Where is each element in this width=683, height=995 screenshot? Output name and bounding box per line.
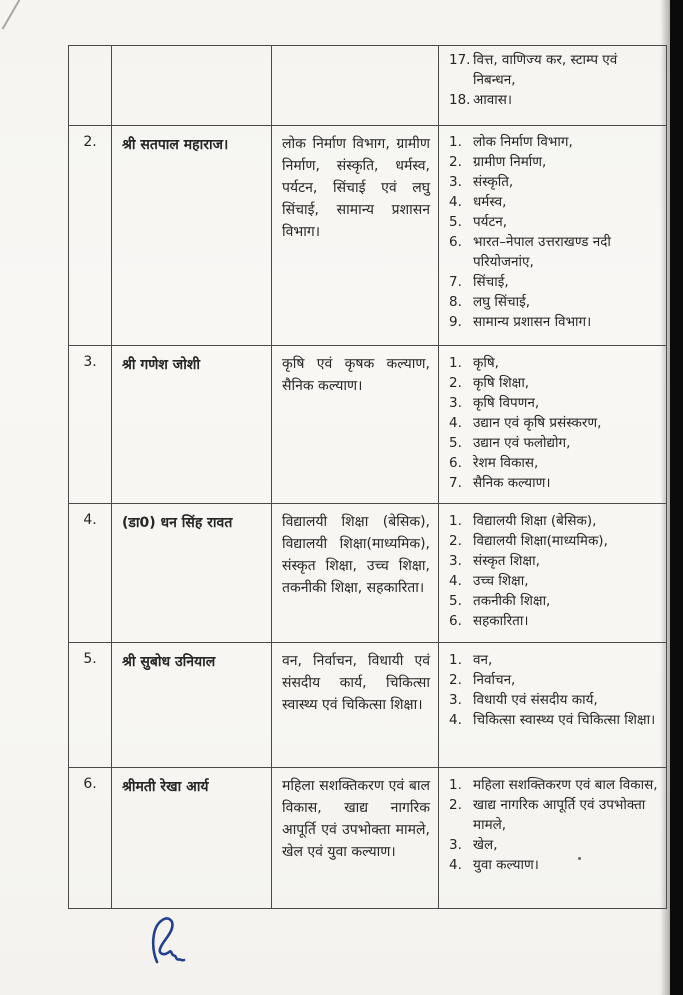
item-text: खाद्य नागरिक आपूर्ति एवं उपभोक्ता मामले,	[473, 797, 646, 833]
table-row	[69, 643, 667, 768]
departments-cell: विद्यालयी शिक्षा (बेसिक), विद्यालयी शिक्षा(माध्यमिक), संस्कृत शिक्षा, उच्च शिक्षा, तकनीकी शिक्षा, सहकारिता।	[272, 504, 439, 643]
item-text: उद्यान एवं कृषि प्रसंस्करण,	[473, 415, 602, 431]
serial-cell: 2.	[69, 126, 112, 346]
item-text: चिकित्सा स्वास्थ्य एवं चिकित्सा शिक्षा।	[473, 712, 656, 728]
allocation-item	[449, 511, 662, 531]
departments-cell: लोक निर्माण विभाग, ग्रामीण निर्माण, संस्कृति, धर्मस्व, पर्यटन, सिंचाई एवं लघु सिंचाई, सामान्य प्रशासन विभाग।	[272, 126, 439, 346]
serial-cell: 3.	[69, 346, 112, 504]
allocation-item	[449, 292, 662, 312]
item-number: 1.	[449, 777, 462, 793]
allocation-item	[449, 453, 662, 473]
item-number: 6.	[449, 613, 462, 629]
item-number: 5.	[449, 214, 462, 230]
item-number: 1.	[449, 355, 462, 371]
allocation-item	[449, 212, 662, 232]
item-number: 2.	[449, 375, 462, 391]
allocation-item	[449, 353, 662, 373]
item-number: 3.	[449, 837, 462, 853]
minister-name-cell: (डा0) धन सिंह रावत	[112, 504, 272, 643]
item-number: 7.	[449, 274, 462, 290]
item-text: लोक निर्माण विभाग,	[473, 134, 573, 150]
item-text: निर्वाचन,	[473, 672, 516, 688]
allocation-item	[449, 232, 662, 272]
item-text: युवा कल्याण।	[473, 857, 539, 873]
allocation-item	[449, 132, 662, 152]
allocation-cell	[439, 346, 667, 504]
allocation-item	[449, 551, 662, 571]
item-text: सैनिक कल्याण।	[473, 475, 551, 491]
item-text: विधायी एवं संसदीय कार्य,	[473, 692, 598, 708]
allocation-item	[449, 50, 662, 90]
scan-black-edge	[670, 0, 683, 995]
item-text: कृषि शिक्षा,	[473, 375, 530, 391]
allocation-cell	[439, 768, 667, 909]
item-number: 1.	[449, 652, 462, 668]
departments-cell: वन, निर्वाचन, विधायी एवं संसदीय कार्य, चिकित्सा स्वास्थ्य एवं चिकित्सा शिक्षा।	[272, 643, 439, 768]
item-text: सहकारिता।	[473, 613, 529, 629]
item-number: 3.	[449, 692, 462, 708]
table-row	[69, 346, 667, 504]
item-text: कृषि विपणन,	[473, 395, 540, 411]
allocation-item	[449, 373, 662, 393]
departments-cell	[272, 46, 439, 126]
table-row	[69, 46, 667, 126]
item-number: 2.	[449, 797, 462, 813]
minister-name-cell: श्रीमती रेखा आर्य	[112, 768, 272, 909]
item-text: ग्रामीण निर्माण,	[473, 154, 547, 170]
item-text: महिला सशक्तिकरण एवं बाल विकास,	[473, 777, 658, 793]
serial-cell: 6.	[69, 768, 112, 909]
table-row	[69, 126, 667, 346]
allocation-cell	[439, 643, 667, 768]
allocation-item	[449, 611, 662, 631]
item-number: 17.	[449, 52, 471, 68]
allocation-item	[449, 172, 662, 192]
item-number: 3.	[449, 553, 462, 569]
minister-name-cell: श्री गणेश जोशी	[112, 346, 272, 504]
allocation-item	[449, 690, 662, 710]
allocation-item	[449, 795, 662, 835]
item-number: 1.	[449, 513, 462, 529]
allocation-item	[449, 90, 662, 110]
serial-cell: 5.	[69, 643, 112, 768]
allocation-item	[449, 650, 662, 670]
scan-shadow-gradient	[660, 0, 670, 995]
allocation-item	[449, 272, 662, 292]
item-text: धर्मस्व,	[473, 194, 507, 210]
item-number: 9.	[449, 314, 462, 330]
table-row	[69, 768, 667, 909]
item-text: लघु सिंचाई,	[473, 294, 531, 310]
item-text: उच्च शिक्षा,	[473, 573, 529, 589]
allocation-item	[449, 531, 662, 551]
ministers-portfolio-table	[68, 45, 667, 909]
allocation-item	[449, 413, 662, 433]
item-text: भारत–नेपाल उत्तराखण्ड नदी परियोजनांए,	[473, 234, 611, 270]
item-text: रेशम विकास,	[473, 455, 539, 471]
allocation-item	[449, 670, 662, 690]
minister-name-cell	[112, 46, 272, 126]
allocation-item	[449, 571, 662, 591]
serial-cell	[69, 46, 112, 126]
item-number: 1.	[449, 134, 462, 150]
item-text: वित्त, वाणिज्य कर, स्टाम्प एवं निबन्धन,	[473, 52, 618, 88]
allocation-item	[449, 775, 662, 795]
page-corner-fold-artifact	[2, 0, 25, 30]
allocation-item	[449, 835, 662, 855]
item-text: संस्कृत शिक्षा,	[473, 553, 540, 569]
allocation-item	[449, 473, 662, 493]
allocation-item	[449, 855, 662, 875]
item-text: खेल,	[473, 837, 498, 853]
item-number: 4.	[449, 573, 462, 589]
item-number: 2.	[449, 533, 462, 549]
minister-name-cell: श्री सतपाल महाराज।	[112, 126, 272, 346]
allocation-cell	[439, 126, 667, 346]
departments-cell: कृषि एवं कृषक कल्याण, सैनिक कल्याण।	[272, 346, 439, 504]
item-number: 6.	[449, 455, 462, 471]
item-number: 8.	[449, 294, 462, 310]
item-text: सिंचाई,	[473, 274, 509, 290]
item-text: संस्कृति,	[473, 174, 514, 190]
scan-artifact-dot	[578, 857, 581, 860]
item-text: विद्यालयी शिक्षा(माध्यमिक),	[473, 533, 608, 549]
departments-cell: महिला सशक्तिकरण एवं बाल विकास, खाद्य नागरिक आपूर्ति एवं उपभोक्ता मामले, खेल एवं युवा कल्याण।	[272, 768, 439, 909]
serial-cell: 4.	[69, 504, 112, 643]
item-text: कृषि,	[473, 355, 499, 371]
item-text: उद्यान एवं फलोद्योग,	[473, 435, 571, 451]
allocation-cell	[439, 46, 667, 126]
item-number: 2.	[449, 672, 462, 688]
allocation-item	[449, 312, 662, 332]
item-text: आवास।	[473, 92, 513, 108]
handwritten-initial-icon	[146, 916, 192, 974]
table-row	[69, 504, 667, 643]
item-number: 4.	[449, 415, 462, 431]
item-text: वन,	[473, 652, 493, 668]
item-number: 4.	[449, 857, 462, 873]
item-number: 7.	[449, 475, 462, 491]
item-number: 2.	[449, 154, 462, 170]
allocation-item	[449, 152, 662, 172]
item-number: 3.	[449, 174, 462, 190]
allocation-item	[449, 433, 662, 453]
item-text: विद्यालयी शिक्षा (बेसिक),	[473, 513, 597, 529]
item-number: 6.	[449, 234, 462, 250]
allocation-item	[449, 393, 662, 413]
allocation-item	[449, 192, 662, 212]
item-text: तकनीकी शिक्षा,	[473, 593, 551, 609]
allocation-item	[449, 710, 662, 730]
minister-name-cell: श्री सुबोध उनियाल	[112, 643, 272, 768]
allocation-cell	[439, 504, 667, 643]
allocation-item	[449, 591, 662, 611]
item-number: 4.	[449, 194, 462, 210]
item-text: पर्यटन,	[473, 214, 508, 230]
item-text: सामान्य प्रशासन विभाग।	[473, 314, 592, 330]
item-number: 5.	[449, 435, 462, 451]
item-number: 18.	[449, 92, 471, 108]
item-number: 4.	[449, 712, 462, 728]
item-number: 3.	[449, 395, 462, 411]
item-number: 5.	[449, 593, 462, 609]
